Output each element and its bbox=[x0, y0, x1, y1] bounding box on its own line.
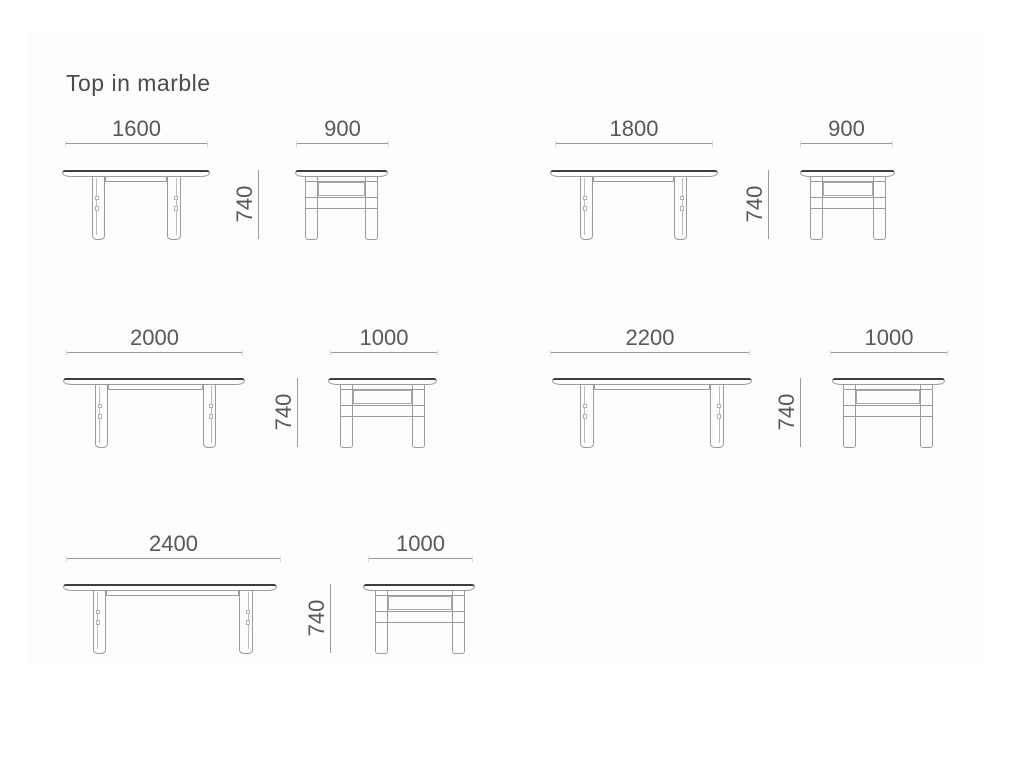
depth-dimension-label: 900 bbox=[324, 116, 361, 141]
depth-dimension-line bbox=[800, 143, 893, 144]
table-leg-left bbox=[340, 384, 353, 448]
table-leg-right bbox=[674, 176, 687, 240]
recessed-panel bbox=[353, 390, 412, 404]
leg-joint-notch bbox=[246, 610, 250, 614]
table-leg-right bbox=[239, 590, 253, 654]
leg-joint-notch bbox=[95, 196, 99, 200]
leg-joint-notch bbox=[717, 404, 721, 408]
height-dimension-line bbox=[258, 170, 259, 239]
leg-joint-notch bbox=[96, 610, 100, 614]
side-view-drawing bbox=[832, 378, 945, 448]
leg-joint-notch bbox=[680, 206, 684, 211]
leg-joint-notch bbox=[583, 414, 587, 419]
table-leg-left bbox=[843, 384, 856, 448]
table-leg-right bbox=[365, 176, 378, 240]
front-view-drawing bbox=[550, 170, 718, 240]
tabletop bbox=[328, 378, 437, 385]
width-dimension-label: 1800 bbox=[609, 116, 659, 141]
width-dimension-line bbox=[550, 352, 750, 353]
width-dimension-line bbox=[555, 143, 713, 144]
leg-joint-notch bbox=[209, 404, 213, 408]
leg-joint-notch bbox=[246, 620, 250, 625]
recessed-panel bbox=[823, 182, 873, 196]
width-dimension-label: 2200 bbox=[625, 325, 675, 350]
height-dimension-line bbox=[768, 170, 769, 239]
table-leg-left bbox=[305, 176, 318, 240]
recessed-panel bbox=[388, 596, 452, 610]
height-dimension-label: 740 bbox=[232, 185, 257, 223]
leg-joint-notch bbox=[98, 404, 102, 408]
side-view-drawing bbox=[363, 584, 475, 654]
height-dimension-line bbox=[330, 584, 331, 653]
height-dimension-label: 740 bbox=[742, 185, 767, 223]
table-leg-right bbox=[920, 384, 933, 448]
depth-dimension-line bbox=[330, 352, 438, 353]
front-view-drawing bbox=[63, 378, 245, 448]
leg-joint-notch bbox=[174, 196, 178, 200]
tabletop bbox=[800, 170, 895, 177]
front-view-drawing bbox=[63, 584, 277, 654]
depth-dimension-label: 1000 bbox=[864, 325, 914, 350]
leg-joint-notch bbox=[98, 414, 102, 419]
width-dimension-line bbox=[66, 558, 281, 559]
width-dimension-label: 2400 bbox=[149, 531, 198, 556]
height-dimension-label: 740 bbox=[271, 393, 296, 431]
height-dimension-label: 740 bbox=[304, 599, 329, 637]
table-leg-left bbox=[810, 176, 823, 240]
side-view-drawing bbox=[328, 378, 437, 448]
tabletop bbox=[552, 378, 752, 385]
width-dimension-label: 2000 bbox=[130, 325, 179, 350]
recessed-panel bbox=[318, 182, 365, 196]
width-dimension-label: 1600 bbox=[112, 116, 161, 141]
tabletop bbox=[63, 378, 245, 385]
side-view-drawing bbox=[800, 170, 895, 240]
table-leg-left bbox=[580, 176, 593, 240]
leg-joint-notch bbox=[717, 414, 721, 419]
recessed-panel bbox=[856, 390, 920, 404]
width-dimension-line bbox=[66, 352, 243, 353]
table-leg-left bbox=[92, 176, 105, 240]
tabletop bbox=[832, 378, 945, 385]
height-dimension-label: 740 bbox=[774, 393, 799, 431]
leg-joint-notch bbox=[209, 414, 213, 419]
page-title: Top in marble bbox=[66, 70, 211, 96]
tabletop bbox=[62, 170, 210, 177]
tabletop bbox=[363, 584, 475, 591]
table-leg-right bbox=[412, 384, 425, 448]
tabletop bbox=[550, 170, 718, 177]
side-view-drawing bbox=[295, 170, 388, 240]
front-view-drawing bbox=[62, 170, 210, 240]
depth-dimension-line bbox=[368, 558, 473, 559]
table-leg-left bbox=[95, 384, 108, 448]
table-leg-left bbox=[375, 590, 388, 654]
leg-joint-notch bbox=[174, 206, 178, 211]
tabletop bbox=[295, 170, 388, 177]
leg-joint-notch bbox=[95, 206, 99, 211]
depth-dimension-label: 1000 bbox=[359, 325, 409, 350]
depth-dimension-label: 900 bbox=[828, 116, 865, 141]
height-dimension-line bbox=[800, 378, 801, 447]
depth-dimension-line bbox=[296, 143, 389, 144]
tabletop bbox=[63, 584, 277, 591]
table-leg-right bbox=[873, 176, 886, 240]
height-dimension-line bbox=[297, 378, 298, 447]
table-leg-right bbox=[203, 384, 216, 448]
leg-joint-notch bbox=[96, 620, 100, 625]
leg-joint-notch bbox=[680, 196, 684, 200]
table-leg-right bbox=[710, 384, 724, 448]
leg-joint-notch bbox=[583, 404, 587, 408]
table-leg-left bbox=[93, 590, 106, 654]
depth-dimension-label: 1000 bbox=[396, 531, 445, 556]
table-leg-right bbox=[167, 176, 181, 240]
depth-dimension-line bbox=[830, 352, 948, 353]
front-view-drawing bbox=[552, 378, 752, 448]
leg-joint-notch bbox=[583, 206, 587, 211]
table-leg-right bbox=[452, 590, 465, 654]
table-leg-left bbox=[580, 384, 594, 448]
leg-joint-notch bbox=[583, 196, 587, 200]
width-dimension-line bbox=[65, 143, 208, 144]
